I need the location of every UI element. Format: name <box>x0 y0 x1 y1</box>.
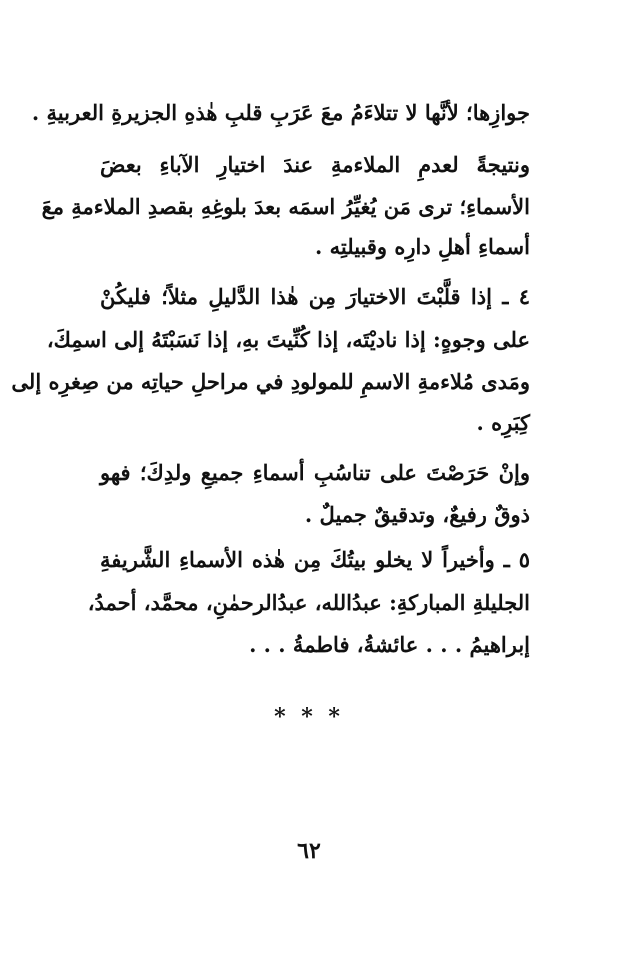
text-line: كِبَرِه . <box>476 410 530 435</box>
text-line: الأسماءِ؛ ترى مَن يُغيِّرُ اسمَه بعدَ بلوغِهِ بقصدِ الملاءمةِ معَ <box>41 194 530 219</box>
page-number: ٦٢ <box>297 838 321 864</box>
text-line: أسماءِ أهلِ دارِه وقبيلتِه . <box>315 234 530 259</box>
text-line: ٤ ـ إذا قلَّبْتَ الاختيارَ مِن هٰذا الدَّليلِ مثلاً؛ فليكُنْ <box>100 284 530 309</box>
text-line: الجليلةِ المباركةِ: عبدُالله، عبدُالرحمٰنِ، محمَّد، أحمدُ، <box>87 590 530 615</box>
text-line: على وجوهٍ: إذا ناديْتَه، إذا كُنِّيتَ بهِ، إذا نَسَبْتَهُ إلى اسمِكَ، <box>46 327 530 352</box>
text-line: إبراهيمُ . . . عائشةُ، فاطمةُ . . . <box>249 632 530 657</box>
text-line: ومَدى مُلاءمةِ الاسمِ للمولودِ في مراحلِ حياتِه من صِغرِه إلى <box>11 369 530 394</box>
text-line: ونتيجةً لعدمِ الملاءمةِ عندَ اختيارِ الآباءِ بعضَ <box>100 152 530 177</box>
section-separator: * * * <box>274 704 344 730</box>
text-line: وإنْ حَرَصْتَ على تناسُبِ أسماءِ جميعِ ولدِكَ؛ فهو <box>100 460 530 485</box>
text-line: ٥ ـ وأخيراً لا يخلو بيتُكَ مِن هٰذه الأسماءِ الشَّريفةِ <box>100 547 530 572</box>
text-line: ذوقٌ رفيعٌ، وتدقيقٌ جميلٌ . <box>304 502 530 527</box>
text-line: جوازِها؛ لأنَّها لا تتلاءَمُ معَ عَرَبِ قلبِ هٰذهِ الجزيرةِ العربيةِ . <box>31 100 530 125</box>
